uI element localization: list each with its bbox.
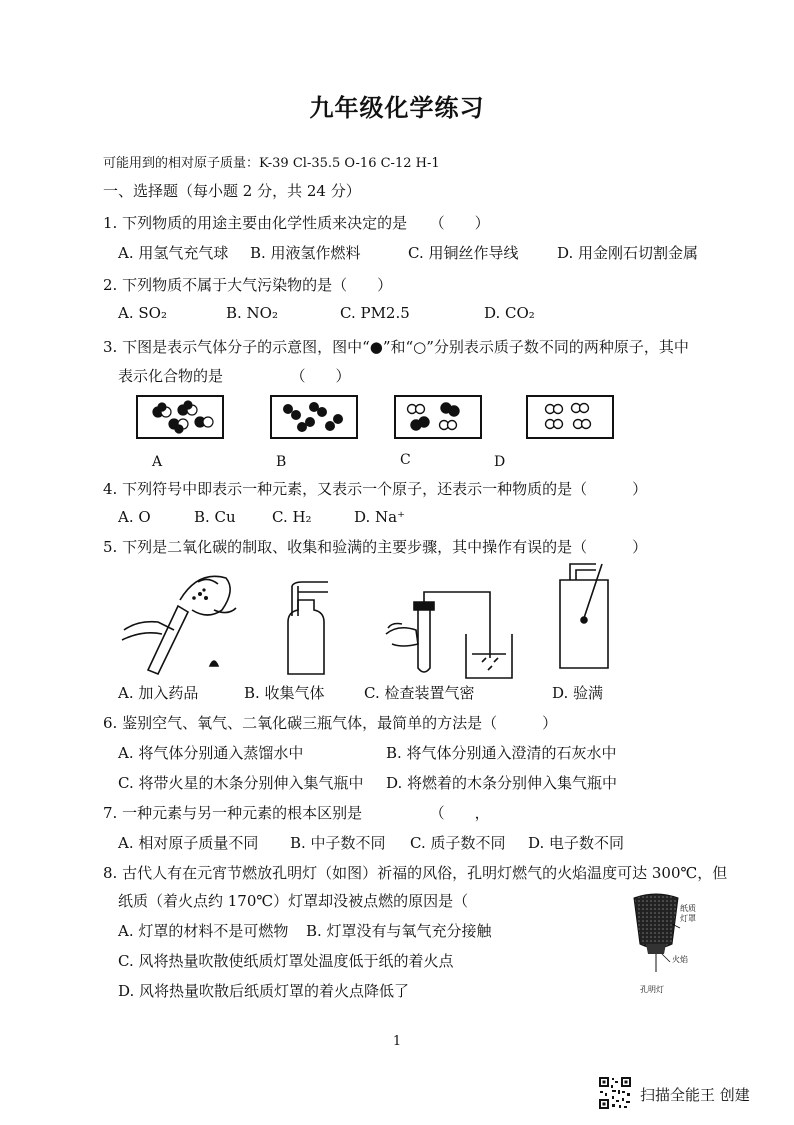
qr-code-icon [598, 1076, 632, 1110]
scanner-watermark: 扫描全能王 创建 [640, 1086, 750, 1104]
q2-option-d: D. CO₂ [484, 304, 535, 322]
q8-option-a: A. 灯罩的材料不是可燃物 [118, 922, 289, 940]
molecule-label-c: C [400, 452, 411, 468]
q5-stem: 5. 下列是二氧化碳的制取、收集和验满的主要步骤，其中操作有误的是（ ） [103, 538, 648, 556]
lantern-label-flame: 火焰 [672, 955, 688, 964]
q4-option-a: A. O [118, 508, 151, 526]
q5-option-a: A. 加入药品 [118, 684, 199, 702]
q1-option-b: B. 用液氢作燃料 [250, 244, 361, 262]
q1-option-c: C. 用铜丝作导线 [408, 244, 519, 262]
q2-option-b: B. NO₂ [226, 304, 278, 322]
page-number: 1 [392, 1034, 402, 1049]
molecule-box-c [394, 395, 482, 439]
q2-stem: 2. 下列物质不属于大气污染物的是（ ） [103, 276, 393, 294]
q8-stem: 8. 古代人有在元宵节燃放孔明灯（如图）祈福的风俗，孔明灯燃气的火焰温度可达 300℃，但 [103, 864, 728, 882]
verify-full-illustration [552, 560, 622, 680]
molecules-d-figure [528, 397, 612, 437]
q2-option-c: C. PM2.5 [340, 304, 410, 322]
q5-option-c: C. 检查装置气密 [364, 684, 475, 702]
molecule-box-b [270, 395, 358, 439]
q8-option-c: C. 风将热量吹散使纸质灯罩处温度低于纸的着火点 [118, 952, 454, 970]
q6-option-c: C. 将带火星的木条分别伸入集气瓶中 [118, 774, 364, 792]
molecule-label-a: A [152, 454, 163, 470]
section-heading: 一、选择题（每小题 2 分，共 24 分） [103, 182, 361, 200]
q3-stem: 3. 下图是表示气体分子的示意图，图中“●”和“○”分别表示质子数不同的两种原子，其中 [103, 338, 689, 356]
lantern-label-paper: 纸质 [680, 904, 696, 913]
q4-option-b: B. Cu [194, 508, 236, 526]
q2-option-a: A. SO₂ [118, 304, 167, 322]
q5-option-b: B. 收集气体 [244, 684, 325, 702]
q4-option-d: D. Na⁺ [354, 508, 406, 526]
q4-option-c: C. H₂ [272, 508, 312, 526]
gas-collection-bottle-illustration [268, 582, 338, 682]
page-title: 九年级化学练习 [309, 93, 485, 122]
airtightness-check-illustration [382, 588, 522, 686]
molecules-a-figure [138, 397, 222, 437]
q6-option-d: D. 将燃着的木条分别伸入集气瓶中 [386, 774, 618, 792]
q5-option-d: D. 验满 [552, 684, 604, 702]
adding-reagent-illustration [118, 560, 248, 680]
q8-stem-line2: 纸质（着火点约 170℃）灯罩却没被点燃的原因是（ [118, 892, 469, 910]
atomic-masses: 可能用到的相对原子质量：K-39 Cl-35.5 O-16 C-12 H-1 [103, 156, 440, 171]
q8-option-b: B. 灯罩没有与氧气充分接触 [306, 922, 492, 940]
q7-option-c: C. 质子数不同 [410, 834, 506, 852]
q7-option-d: D. 电子数不同 [528, 834, 625, 852]
lantern-label-caption: 孔明灯 [640, 985, 664, 994]
molecules-c-figure [396, 397, 480, 437]
q8-option-d: D. 风将热量吹散后纸质灯罩的着火点降低了 [118, 982, 410, 1000]
molecules-b-figure [272, 397, 356, 437]
q6-stem: 6. 鉴别空气、氧气、二氧化碳三瓶气体，最简单的方法是（ ） [103, 714, 558, 732]
q1-option-a: A. 用氢气充气球 [118, 244, 229, 262]
lantern-label-shade: 灯罩 [680, 914, 696, 923]
molecule-box-d [526, 395, 614, 439]
q7-option-a: A. 相对原子质量不同 [118, 834, 259, 852]
molecule-label-d: D [494, 454, 506, 470]
q1-stem: 1. 下列物质的用途主要由化学性质来决定的是 （ ） [103, 214, 490, 232]
q6-option-a: A. 将气体分别通入蒸馏水中 [118, 744, 304, 762]
q6-option-b: B. 将气体分别通入澄清的石灰水中 [386, 744, 617, 762]
q4-stem: 4. 下列符号中即表示一种元素，又表示一个原子，还表示一种物质的是（ ） [103, 480, 648, 498]
molecule-label-b: B [276, 454, 287, 470]
q7-option-b: B. 中子数不同 [290, 834, 386, 852]
molecule-box-a [136, 395, 224, 439]
q7-stem: 7. 一种元素与另一种元素的根本区别是 （ ， [103, 804, 490, 822]
q3-stem-line2: 表示化合物的是 （ ） [118, 367, 351, 385]
q1-option-d: D. 用金刚石切割金属 [557, 244, 699, 262]
